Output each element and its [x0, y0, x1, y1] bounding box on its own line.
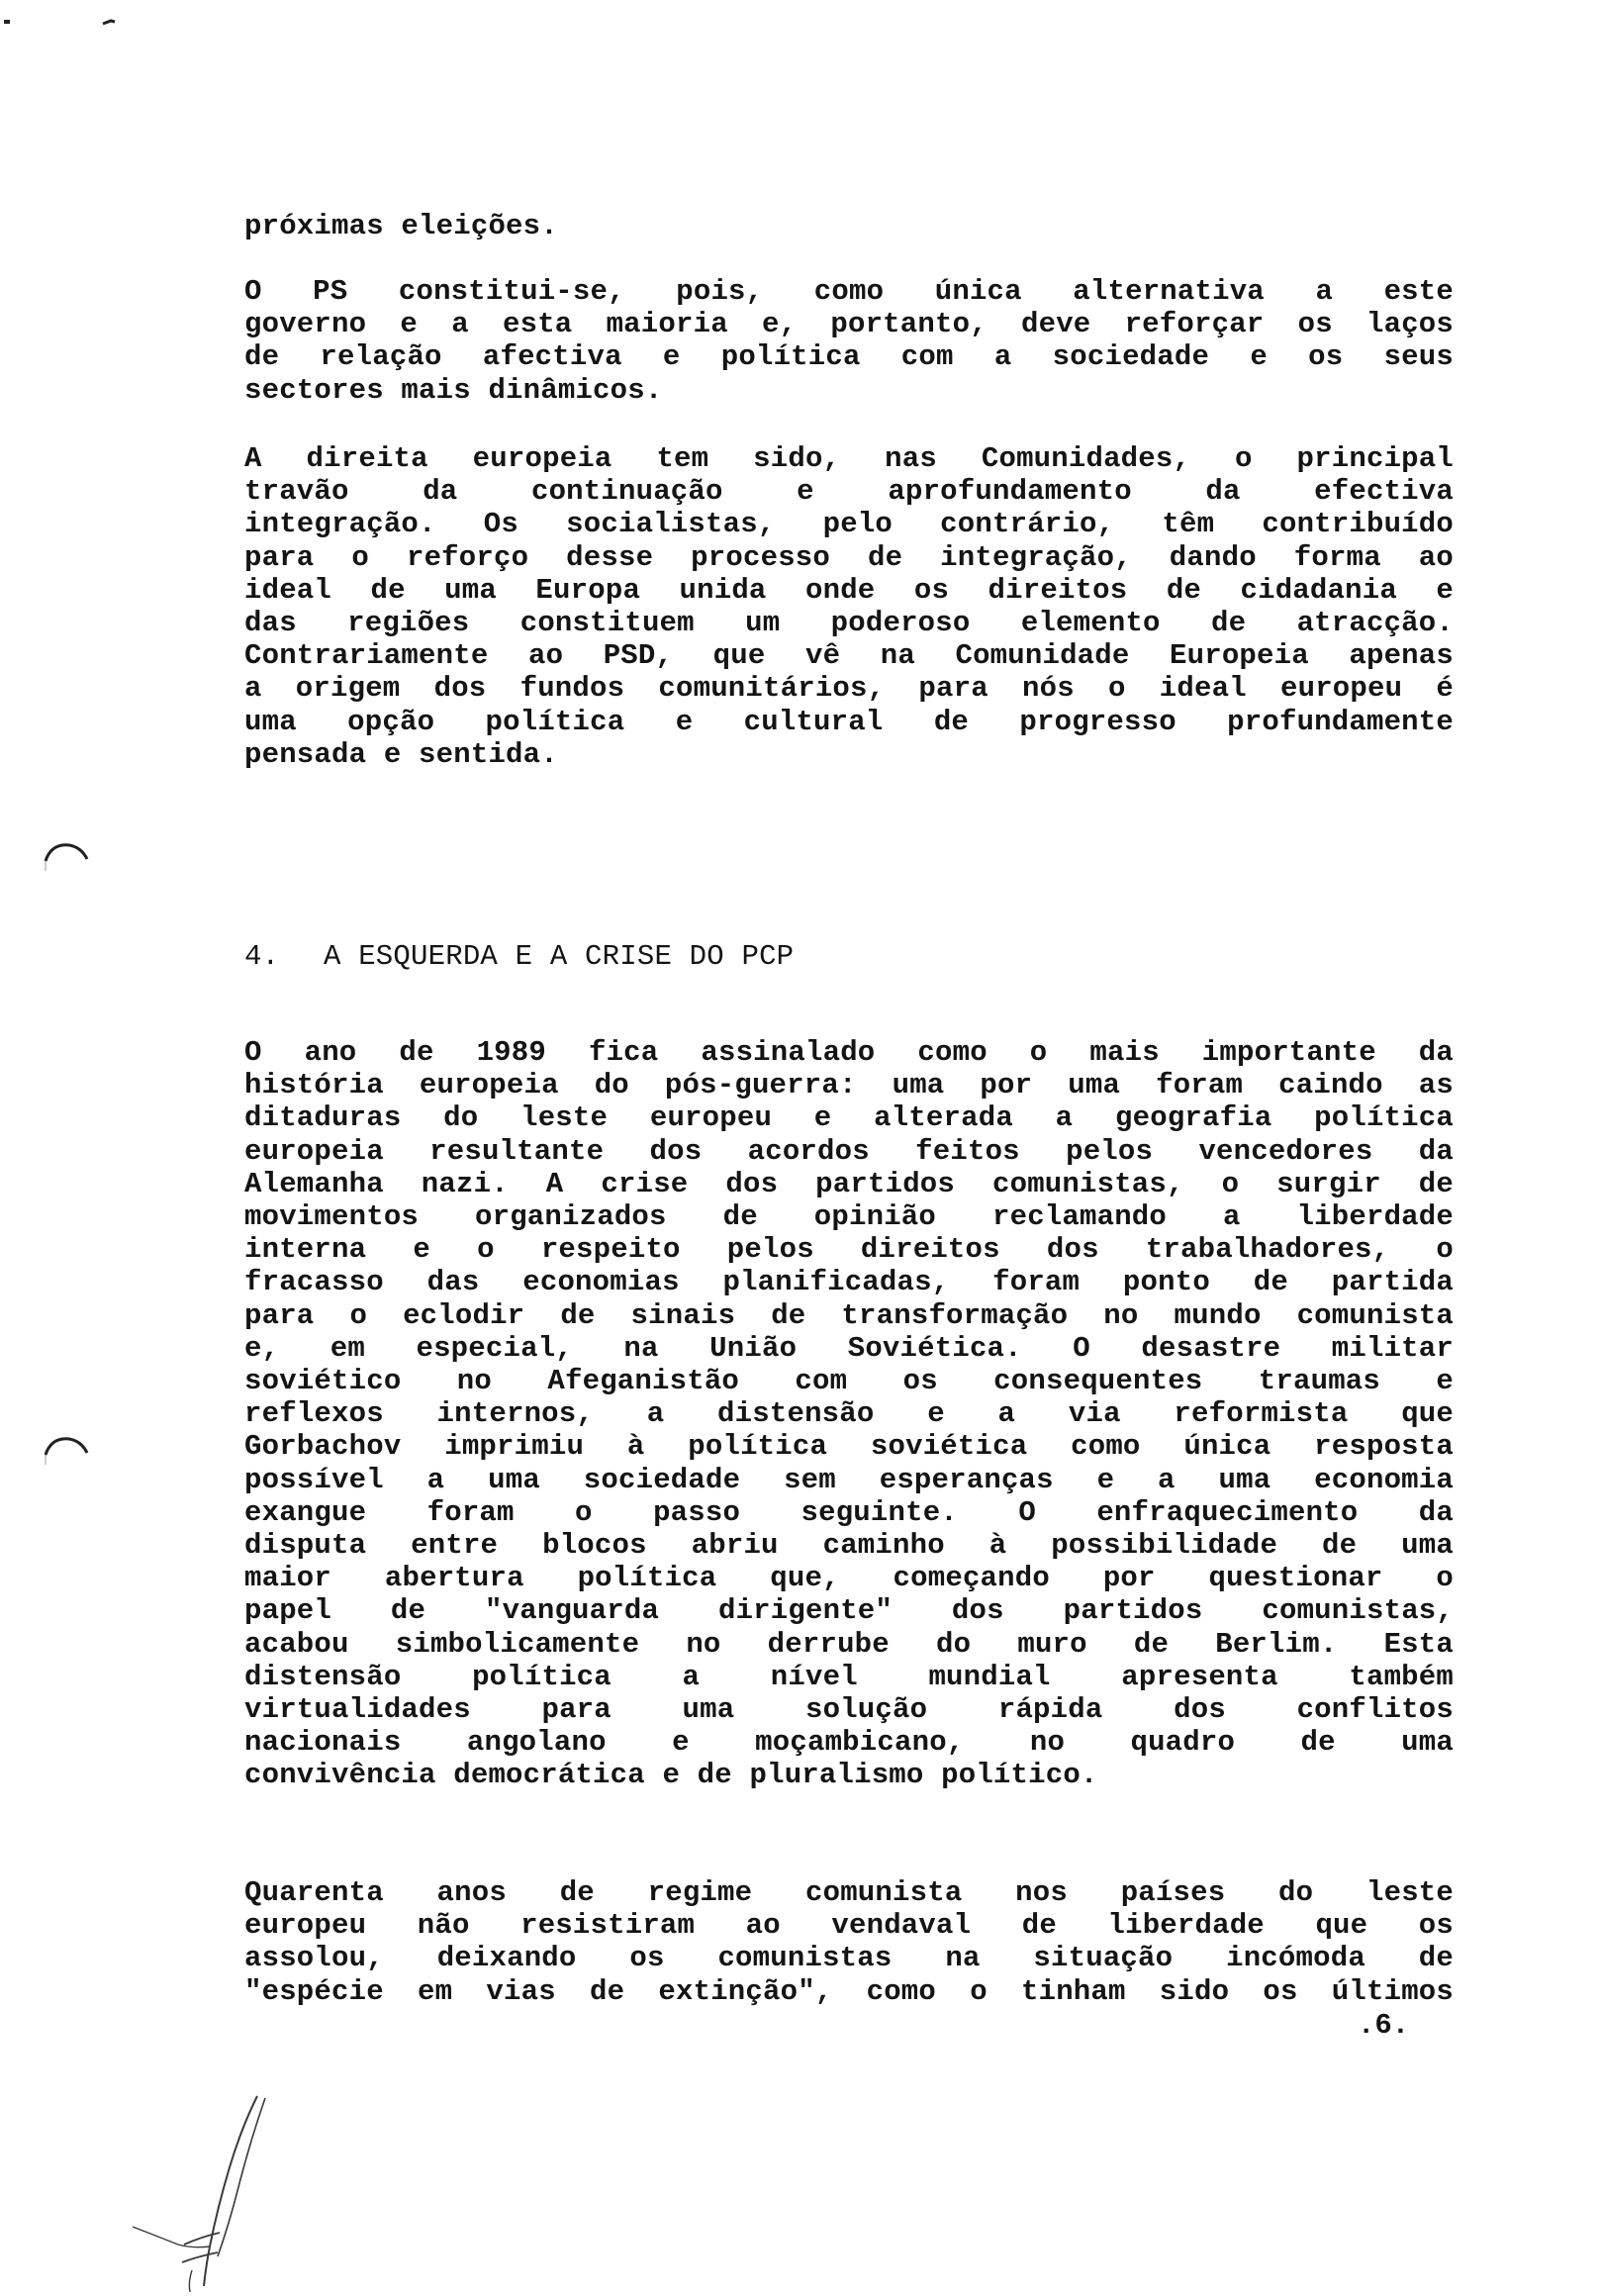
text-line: história europeia do pós-guerra: uma por uma foram caindo as: [244, 1069, 1454, 1102]
page-number: .6.: [1358, 2009, 1410, 2042]
text-line: travão da continuação e aprofundamento da efectiva: [244, 475, 1454, 509]
text-line: distensão política a nível mundial apresenta também: [244, 1660, 1454, 1693]
text-line: uma opção política e cultural de progresso profundamente: [244, 705, 1454, 738]
text-line: virtualidades para uma solução rápida dos conflitos: [244, 1693, 1454, 1727]
text-line: reflexos internos, a distensão e a via reformista que: [244, 1397, 1454, 1431]
text-line: O PS constitui-se, pois, como única alternativa a este: [244, 275, 1454, 308]
paragraph-quarenta-anos: [244, 1876, 1454, 2008]
text-line: de relação afectiva e política com a sociedade e os seus: [244, 340, 1454, 374]
text-line: A direita europeia tem sido, nas Comunidades, o principal: [244, 442, 1454, 475]
text-line: fracasso das economias planificadas, foram ponto de partida: [244, 1266, 1454, 1299]
section-number: 4.: [244, 940, 280, 973]
text-line: europeia resultante dos acordos feitos pelos vencedores da: [244, 1134, 1454, 1168]
paragraph-ano-1989: [244, 1036, 1454, 1792]
text-line: governo e a esta maioria e, portanto, deve reforçar os laços: [244, 308, 1454, 341]
text-line: e, em especial, na União Soviética. O desastre militar: [244, 1331, 1454, 1365]
text-line: "espécie em vias de extinção", como o tinham sido os últimos: [244, 1974, 1454, 2008]
text-line: próximas eleições.: [244, 210, 558, 242]
text-line: papel de "vanguarda dirigente" dos partidos comunistas,: [244, 1594, 1454, 1628]
paragraph-continuation: [244, 210, 1454, 242]
text-line: Gorbachov imprimiu à política soviética como única resposta: [244, 1430, 1454, 1464]
text-line: Quarenta anos de regime comunista nos países do leste: [244, 1876, 1454, 1909]
text-line: movimentos organizados de opinião reclamando a liberdade: [244, 1200, 1454, 1234]
text-line: para o eclodir de sinais de transformação no mundo comunista: [244, 1298, 1454, 1332]
text-line: das regiões constituem um poderoso elemento de atracção.: [244, 607, 1454, 640]
paragraph-direita-europeia: [244, 442, 1454, 771]
punch-hole-mark-upper: [38, 831, 97, 881]
scan-mark-top-left: [0, 0, 139, 40]
text-line: soviético no Afeganistão com os consequentes traumas e: [244, 1365, 1454, 1398]
text-line: europeu não resistiram ao vendaval de liberdade que os: [244, 1909, 1454, 1943]
text-line: integração. Os socialistas, pelo contrário, têm contribuído: [244, 508, 1454, 541]
text-line: a origem dos fundos comunitários, para nós o ideal europeu é: [244, 672, 1454, 706]
text-line: convivência democrática e de pluralismo político.: [244, 1759, 1098, 1792]
text-line: disputa entre blocos abriu caminho à possibilidade de uma: [244, 1529, 1454, 1563]
section-heading: [244, 940, 1454, 973]
section-title: A ESQUERDA E A CRISE DO PCP: [324, 940, 795, 973]
text-line: assolou, deixando os comunistas na situação incómoda de: [244, 1942, 1454, 1975]
text-line: Alemanha nazi. A crise dos partidos comunistas, o surgir de: [244, 1167, 1454, 1200]
text-line: interna e o respeito pelos direitos dos trabalhadores, o: [244, 1233, 1454, 1267]
text-line: ditaduras do leste europeu e alterada a geografia política: [244, 1101, 1454, 1135]
text-line: ideal de uma Europa unida onde os direitos de cidadania e: [244, 573, 1454, 607]
text-line: exangue foram o passo seguinte. O enfraquecimento da: [244, 1495, 1454, 1529]
punch-hole-mark-lower: [38, 1425, 97, 1475]
text-line: pensada e sentida.: [244, 737, 558, 771]
text-line: para o reforço desse processo de integração, dando forma ao: [244, 540, 1454, 574]
text-line: maior abertura política que, começando por questionar o: [244, 1562, 1454, 1595]
paragraph-ps-alternative: [244, 275, 1454, 407]
handwritten-signature: [119, 2088, 287, 2296]
text-line: nacionais angolano e moçambicano, no quadro de uma: [244, 1726, 1454, 1760]
text-line: sectores mais dinâmicos.: [244, 373, 663, 407]
text-line: Contrariamente ao PSD, que vê na Comunidade Europeia apenas: [244, 639, 1454, 673]
text-line: O ano de 1989 fica assinalado como o mais importante da: [244, 1036, 1454, 1069]
text-line: acabou simbolicamente no derrube do muro de Berlim. Esta: [244, 1627, 1454, 1661]
text-line: possível a uma sociedade sem esperanças e a uma economia: [244, 1463, 1454, 1496]
